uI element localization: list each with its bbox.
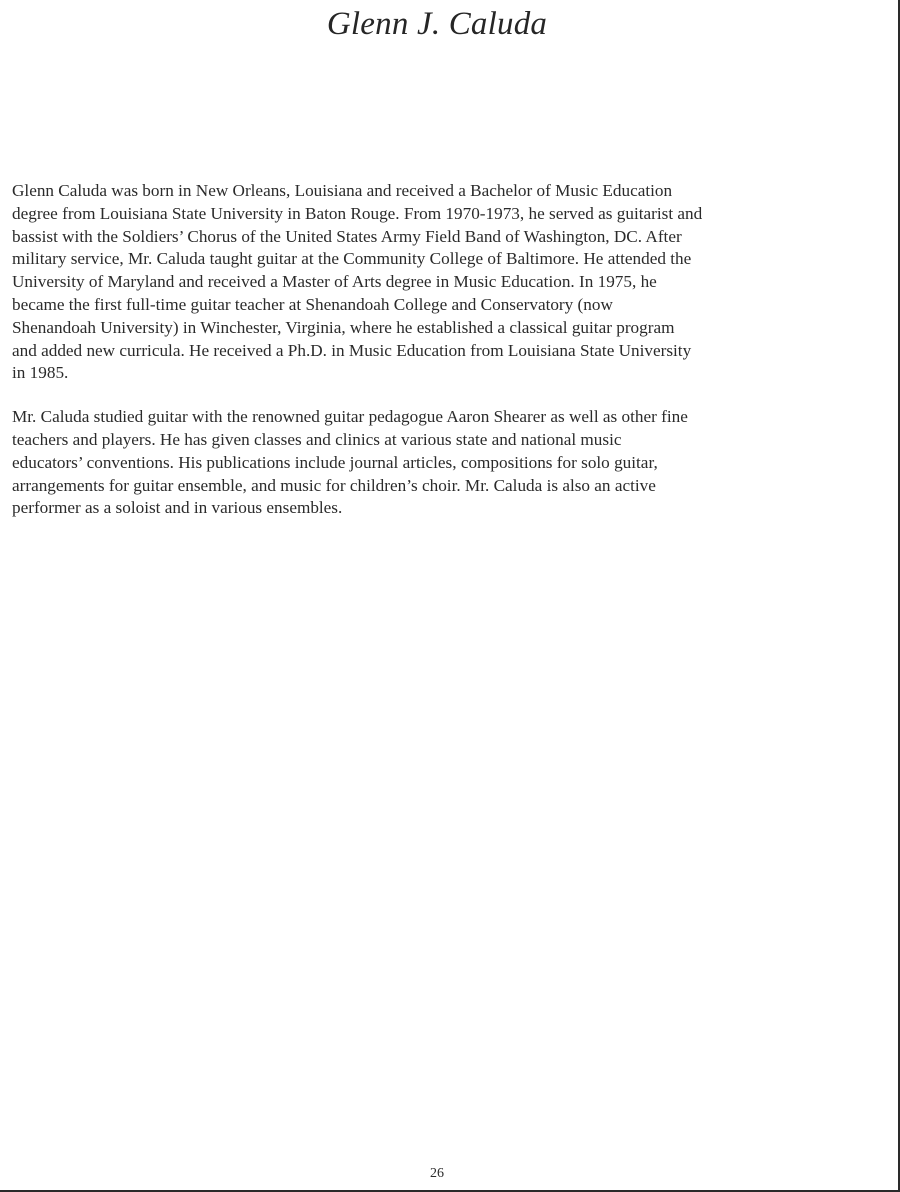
page-title: Glenn J. Caluda xyxy=(326,6,548,42)
biography-body xyxy=(12,180,860,541)
text-line: arrangements for guitar ensemble, and music for children’s choir. Mr. Caluda is also an active xyxy=(12,475,656,495)
text-line: degree from Louisiana State University in Baton Rouge. From 1970-1973, he served as guitarist and xyxy=(12,203,703,223)
paragraph-1 xyxy=(12,180,860,385)
text-line: military service, Mr. Caluda taught guitar at the Community College of Baltimore. He attended the xyxy=(12,249,692,269)
text-line: Mr. Caluda studied guitar with the renowned guitar pedagogue Aaron Shearer as well as other fine xyxy=(12,407,688,427)
page-number: 26 xyxy=(430,1166,444,1181)
text-line: and added new curricula. He received a Ph.D. in Music Education from Louisiana State University xyxy=(12,340,692,360)
text-line: teachers and players. He has given classes and clinics at various state and national music xyxy=(12,429,622,449)
text-line: became the first full-time guitar teacher at Shenandoah College and Conservatory (now xyxy=(12,294,613,314)
paragraph-2 xyxy=(12,406,860,520)
text-line: University of Maryland and received a Master of Arts degree in Music Education. In 1975, he xyxy=(12,272,657,292)
text-line: bassist with the Soldiers’ Chorus of the United States Army Field Band of Washington, DC. After xyxy=(12,226,682,246)
text-line: Glenn Caluda was born in New Orleans, Louisiana and received a Bachelor of Music Education xyxy=(12,181,673,200)
text-line: educators’ conventions. His publications include journal articles, compositions for solo guitar, xyxy=(12,452,658,472)
text-line: Shenandoah University) in Winchester, Virginia, where he established a classical guitar program xyxy=(12,317,675,337)
text-line: in 1985. xyxy=(12,363,69,383)
text-line: performer as a soloist and in various ensembles. xyxy=(12,498,343,518)
